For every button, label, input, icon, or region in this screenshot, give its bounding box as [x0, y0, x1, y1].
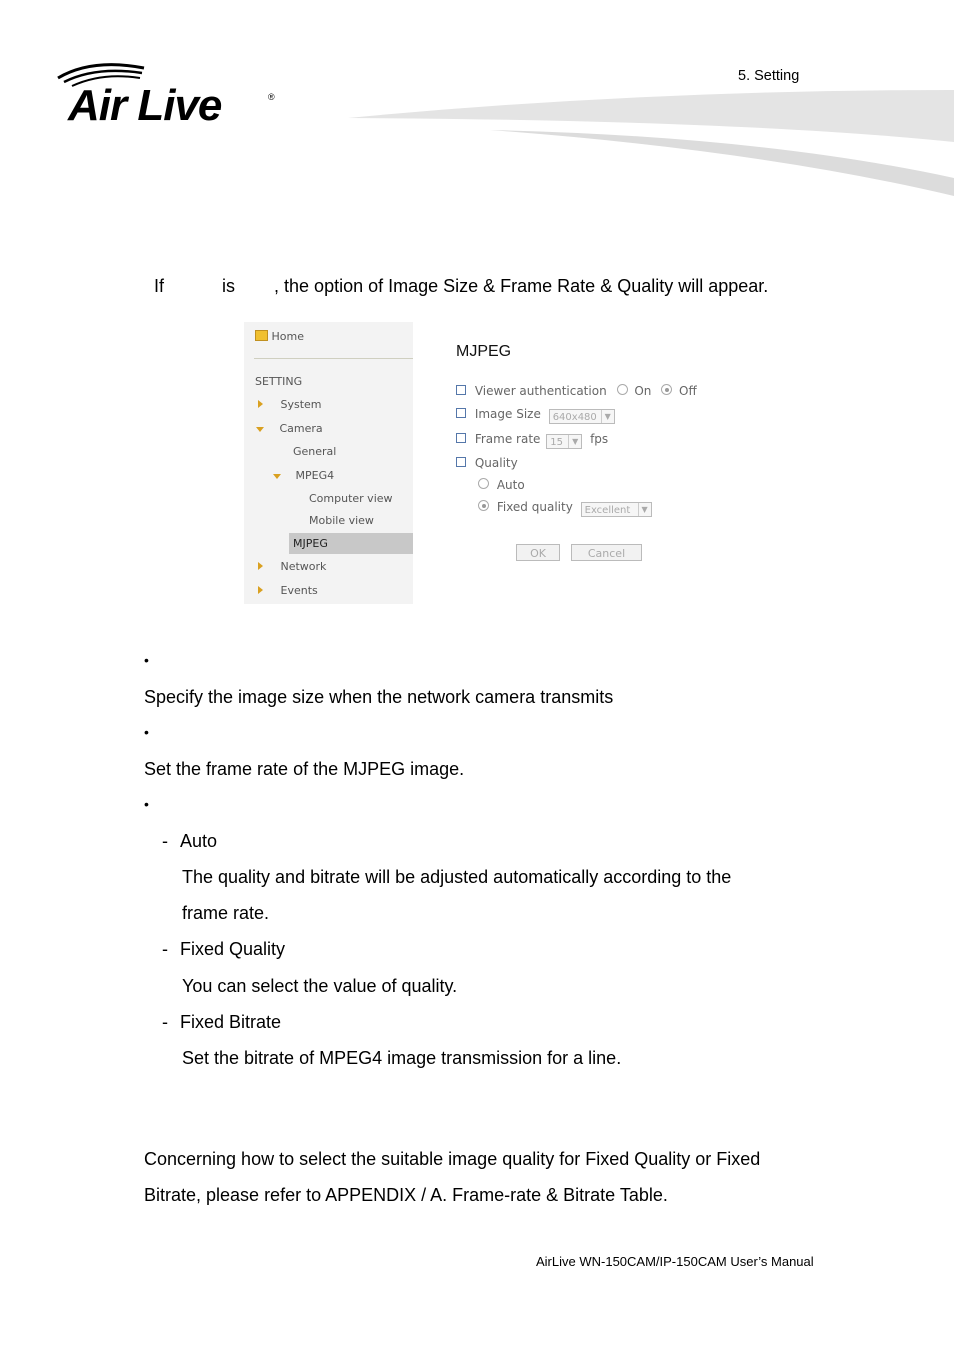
frame-rate-select[interactable]: 15 ▼	[546, 434, 582, 449]
intro-rest: , the option of Image Size & Frame Rate & Quality will appear.	[274, 276, 769, 296]
menu-home[interactable]: Home	[255, 330, 304, 343]
menu-item-mpeg4[interactable]: MPEG4	[273, 469, 334, 482]
menu-divider	[254, 358, 413, 359]
note-line1: Concerning how to select the suitable image quality for Fixed Quality or Fixed	[144, 1149, 761, 1169]
list-item-fixed-bitrate: - Fixed Bitrate	[162, 1012, 282, 1032]
bullet-square-icon	[456, 385, 466, 395]
intro-is: is	[222, 276, 236, 296]
section-heading: 5. Setting	[738, 68, 800, 84]
note-line2: Bitrate, please refer to APPENDIX / A. Frame-rate & Bitrate Table.	[144, 1185, 668, 1205]
expand-arrow-icon	[258, 586, 263, 594]
menu-item-camera[interactable]: Camera	[256, 422, 323, 435]
image-size-row: Image Size 640x480 ▼	[456, 407, 615, 424]
image-size-description: Specify the image size when the network camera transmits	[144, 687, 614, 707]
intro-if: If	[154, 276, 165, 296]
frame-rate-row: Frame rate 15 ▼ fps	[456, 432, 608, 449]
menu-item-network[interactable]: Network	[258, 560, 326, 573]
form-title: MJPEG	[456, 343, 512, 360]
chevron-down-icon: ▼	[568, 435, 581, 448]
bullet-square-icon	[456, 457, 466, 467]
header-swoosh	[340, 80, 954, 200]
auto-description-line2: frame rate.	[182, 903, 270, 923]
cancel-button[interactable]: Cancel	[571, 544, 642, 561]
menu-item-system[interactable]: System	[258, 398, 322, 411]
intro-line	[144, 255, 844, 297]
fixed-quality-select[interactable]: Excellent ▼	[581, 502, 652, 517]
collapse-arrow-icon	[273, 474, 281, 479]
airlive-logo	[52, 58, 282, 128]
menu-item-events[interactable]: Events	[258, 584, 318, 597]
mjpeg-settings-screenshot	[244, 322, 714, 604]
viewer-auth-row: Viewer authentication On Off	[456, 384, 697, 398]
auto-description-line1: The quality and bitrate will be adjusted automatically according to the	[182, 867, 732, 887]
menu-item-mjpeg[interactable]: MJPEG	[293, 537, 328, 550]
bullet-image-size: •	[144, 652, 149, 668]
home-icon	[255, 330, 268, 341]
radio-fixed-quality[interactable]	[478, 500, 489, 511]
image-size-select[interactable]: 640x480 ▼	[549, 409, 615, 424]
expand-arrow-icon	[258, 562, 263, 570]
mjpeg-form	[455, 322, 714, 604]
bullet-square-icon	[456, 408, 466, 418]
menu-item-computer-view[interactable]: Computer view	[309, 492, 393, 505]
chevron-down-icon: ▼	[601, 410, 614, 423]
bullet-quality: •	[144, 796, 149, 812]
bullet-square-icon	[456, 433, 466, 443]
radio-on[interactable]	[617, 384, 628, 395]
svg-text:®: ®	[268, 92, 275, 102]
bullet-frame-rate: •	[144, 724, 149, 740]
quality-row: Quality	[456, 456, 518, 470]
quality-auto-option[interactable]: Auto	[478, 478, 525, 492]
list-item-fixed-quality: - Fixed Quality	[162, 939, 286, 959]
menu-setting-heading: SETTING	[255, 375, 303, 388]
menu-item-mobile-view[interactable]: Mobile view	[309, 514, 374, 527]
collapse-arrow-icon	[256, 427, 264, 432]
fixed-quality-description: You can select the value of quality.	[182, 976, 458, 996]
page-footer: AirLive WN-150CAM/IP-150CAM User’s Manual	[536, 1254, 814, 1269]
radio-off[interactable]	[661, 384, 672, 395]
settings-menu	[244, 322, 413, 604]
expand-arrow-icon	[258, 400, 263, 408]
svg-text:Air Live: Air Live	[68, 81, 222, 128]
list-item-auto: - Auto	[162, 831, 218, 851]
frame-rate-description: Set the frame rate of the MJPEG image.	[144, 759, 465, 779]
menu-item-general[interactable]: General	[293, 445, 337, 458]
chevron-down-icon: ▼	[638, 503, 651, 516]
fixed-bitrate-description: Set the bitrate of MPEG4 image transmission for a line.	[182, 1048, 622, 1068]
radio-auto[interactable]	[478, 478, 489, 489]
quality-fixed-option[interactable]: Fixed quality Excellent ▼	[478, 500, 652, 517]
ok-button[interactable]: OK	[516, 544, 560, 561]
